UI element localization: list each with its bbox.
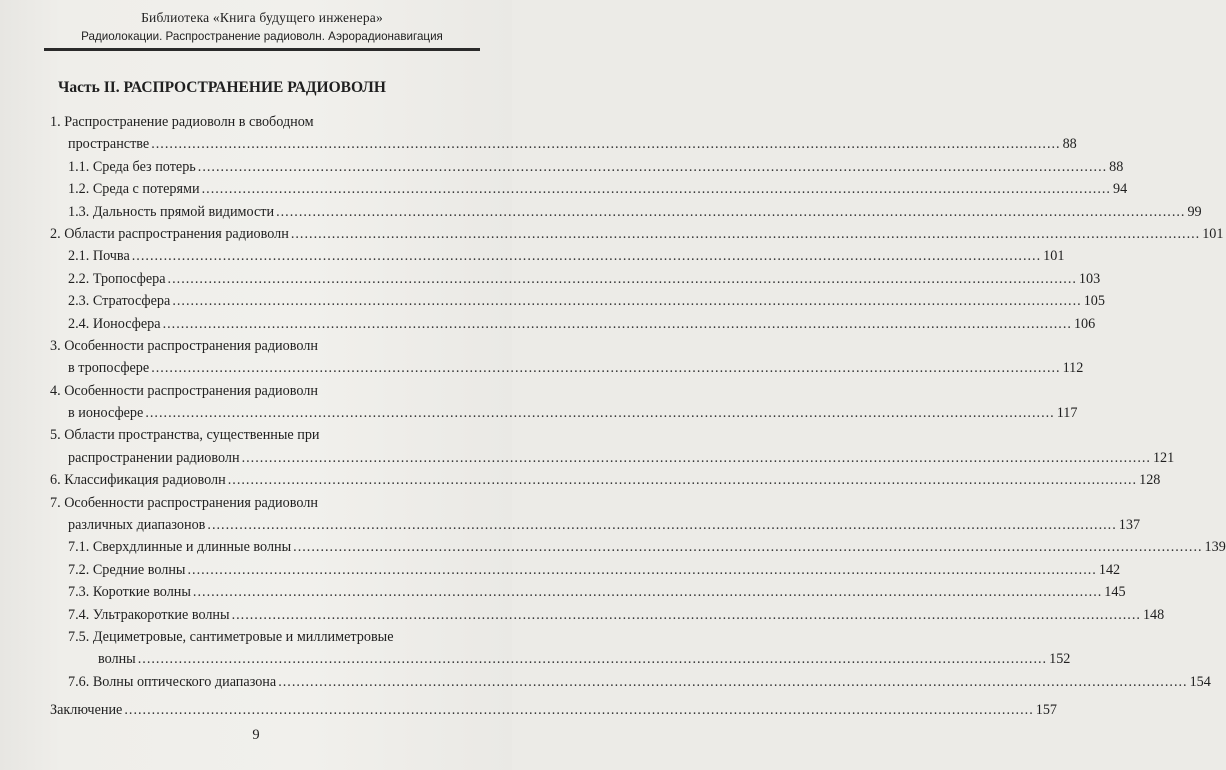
toc-entry-text: распространении радиоволн — [68, 449, 240, 466]
toc-entry-text: 6. Классификация радиоволн — [50, 472, 226, 489]
toc-entry-row — [50, 402, 1078, 424]
dot-leader: ........................................................................................................................................................................................................ — [231, 606, 1141, 623]
toc-entry-row — [68, 648, 1071, 670]
dot-leader: ........................................................................................................................................................................................................ — [276, 203, 1186, 220]
dot-leader: ........................................................................................................................................................................................................ — [172, 293, 1082, 310]
toc-entry-row — [68, 178, 1128, 200]
toc-entry[interactable] — [50, 559, 1121, 581]
toc-entry[interactable] — [50, 380, 1078, 425]
dot-leader: ........................................................................................................................................................................................................ — [290, 225, 1201, 242]
toc-entry-text: 7.6. Волны оптического диапазона — [68, 673, 277, 690]
toc-entry[interactable] — [50, 111, 1077, 156]
toc-entry-text: 7.4. Ультракороткие волны — [68, 606, 230, 623]
dot-leader: ........................................................................................................................................................................................................ — [207, 517, 1117, 534]
toc-page-number: 145 — [1104, 584, 1126, 601]
toc-entry[interactable] — [50, 492, 1141, 537]
toc-page-number: 152 — [1049, 651, 1071, 668]
toc-entry-row — [68, 313, 1096, 335]
toc-entry-row — [50, 514, 1141, 536]
toc-entry-row — [68, 671, 1211, 693]
header-rule — [44, 48, 480, 51]
dot-leader: ........................................................................................................................................................................................................ — [131, 248, 1042, 265]
toc-page-number: 157 — [1035, 702, 1058, 719]
toc-entry[interactable] — [50, 335, 1084, 380]
toc-entry[interactable] — [50, 178, 1128, 200]
dot-leader: ........................................................................................................................................................................................................ — [137, 651, 1048, 668]
toc-page-number: 99 — [1187, 203, 1202, 220]
dot-leader: ........................................................................................................................................................................................................ — [197, 158, 1108, 175]
series-title: Библиотека «Книга будущего инженера» — [141, 10, 383, 25]
toc-page-number: 142 — [1098, 561, 1121, 578]
toc-entry[interactable] — [50, 699, 1058, 721]
page-number: 9 — [252, 727, 260, 743]
toc-entry-text: 2.1. Почва — [68, 248, 130, 265]
toc-page-number: 117 — [1056, 405, 1078, 422]
toc-page-number: 121 — [1152, 449, 1175, 466]
toc-entry-text: в ионосфере — [68, 405, 144, 422]
toc-entry-text: пространстве — [68, 136, 150, 153]
toc-page-number: 101 — [1202, 225, 1224, 242]
toc-entry-row — [68, 536, 1226, 558]
toc-entry-text: 2.2. Тропосфера — [68, 270, 166, 287]
toc-entry[interactable] — [50, 245, 1065, 267]
dot-leader: ........................................................................................................................................................................................................ — [151, 360, 1061, 377]
toc-entry[interactable] — [50, 313, 1096, 335]
toc-page-number: 128 — [1139, 472, 1161, 489]
toc-page-number: 103 — [1078, 270, 1101, 287]
dot-leader: ........................................................................................................................................................................................................ — [145, 405, 1055, 422]
toc-entry-text: 7.1. Сверхдлинные и длинные волны — [68, 539, 292, 556]
toc-entry-row — [50, 223, 1224, 245]
dot-leader: ........................................................................................................................................................................................................ — [293, 539, 1203, 556]
dot-leader: ........................................................................................................................................................................................................ — [192, 584, 1103, 601]
toc-page-number: 148 — [1142, 606, 1165, 623]
toc-entry-text: 7. Особенности распространения радиоволн — [50, 494, 318, 511]
toc-entry-text: 2.4. Ионосфера — [68, 315, 161, 332]
running-header — [44, 8, 480, 51]
dot-leader: ........................................................................................................................................................................................................ — [167, 270, 1077, 287]
toc-entry-text: 1.1. Среда без потерь — [68, 158, 196, 175]
toc-page-number: 112 — [1062, 360, 1084, 377]
dot-leader: ........................................................................................................................................................................................................ — [241, 449, 1151, 466]
toc-entry[interactable] — [50, 469, 1161, 491]
toc-entry[interactable] — [50, 604, 1165, 626]
dot-leader: ........................................................................................................................................................................................................ — [124, 702, 1034, 719]
toc-entry[interactable] — [50, 201, 1202, 223]
toc-entry[interactable] — [50, 536, 1226, 558]
toc-entry-text: различных диапазонов — [68, 517, 206, 534]
toc-entry-row — [50, 133, 1077, 155]
toc-entry[interactable] — [50, 424, 1175, 469]
toc-page-number: 101 — [1043, 248, 1065, 265]
toc-entry-row — [50, 447, 1175, 469]
toc-entry-row — [68, 290, 1105, 312]
toc-entry-row — [68, 268, 1101, 290]
toc-entry-row — [50, 699, 1058, 721]
toc-page-number: 106 — [1073, 315, 1096, 332]
toc-entry[interactable] — [50, 671, 1211, 693]
dot-leader: ........................................................................................................................................................................................................ — [151, 136, 1061, 153]
toc-entry-text: 4. Особенности распространения радиоволн — [50, 382, 318, 399]
dot-leader: ........................................................................................................................................................................................................ — [201, 181, 1111, 198]
toc-entry-row — [50, 357, 1084, 379]
toc-page-number: 139 — [1204, 539, 1226, 556]
toc-entry[interactable] — [50, 626, 1071, 671]
part-title: Часть II. РАСПРОСТРАНЕНИЕ РАДИОВОЛН — [58, 79, 386, 96]
toc-entry-row — [68, 581, 1126, 603]
toc-entry-text: в тропосфере — [68, 360, 150, 377]
toc-page-number: 88 — [1062, 136, 1077, 153]
toc-entry[interactable] — [50, 268, 1101, 290]
toc-entry-row — [68, 604, 1165, 626]
table-of-contents — [50, 111, 1226, 722]
toc-entry-row — [68, 201, 1202, 223]
toc-entry-text: 5. Области пространства, существенные при — [50, 427, 320, 444]
dot-leader: ........................................................................................................................................................................................................ — [227, 472, 1138, 489]
toc-entry-text: 2. Области распространения радиоволн — [50, 225, 289, 242]
dot-leader: ........................................................................................................................................................................................................ — [162, 315, 1072, 332]
toc-entry-text: Заключение — [50, 702, 123, 719]
toc-entry-text: 2.3. Стратосфера — [68, 293, 171, 310]
toc-entry-text: 7.2. Средние волны — [68, 561, 186, 578]
toc-entry-text: 1.3. Дальность прямой видимости — [68, 203, 275, 220]
toc-entry[interactable] — [50, 290, 1105, 312]
toc-page-number: 105 — [1083, 293, 1105, 310]
toc-entry[interactable] — [50, 156, 1124, 178]
toc-page-number: 154 — [1189, 673, 1211, 690]
toc-entry-text: волны — [98, 651, 136, 668]
toc-entry-text: 3. Особенности распространения радиоволн — [50, 337, 318, 354]
toc-entry[interactable] — [50, 581, 1126, 603]
toc-page-number: 137 — [1118, 517, 1141, 534]
toc-entry-row — [68, 156, 1124, 178]
toc-entry-text: 7.5. Дециметровые, сантиметровые и миллиметровые — [68, 628, 394, 645]
toc-entry-text: 1.2. Среда с потерями — [68, 181, 200, 198]
toc-entry-row — [68, 559, 1121, 581]
toc-entry-row — [50, 469, 1161, 491]
dot-leader: ........................................................................................................................................................................................................ — [187, 561, 1097, 578]
toc-page-number: 94 — [1112, 181, 1128, 198]
book-title: Радиолокации. Распространение радиоволн. Аэрорадионавигация — [81, 30, 443, 43]
toc-entry-row — [68, 245, 1065, 267]
toc-entry[interactable] — [50, 223, 1224, 245]
toc-entry-text: 1. Распространение радиоволн в свободном — [50, 114, 314, 130]
dot-leader: ........................................................................................................................................................................................................ — [278, 673, 1188, 690]
toc-entry-text: 7.3. Короткие волны — [68, 584, 191, 601]
toc-page-number: 88 — [1109, 158, 1124, 175]
